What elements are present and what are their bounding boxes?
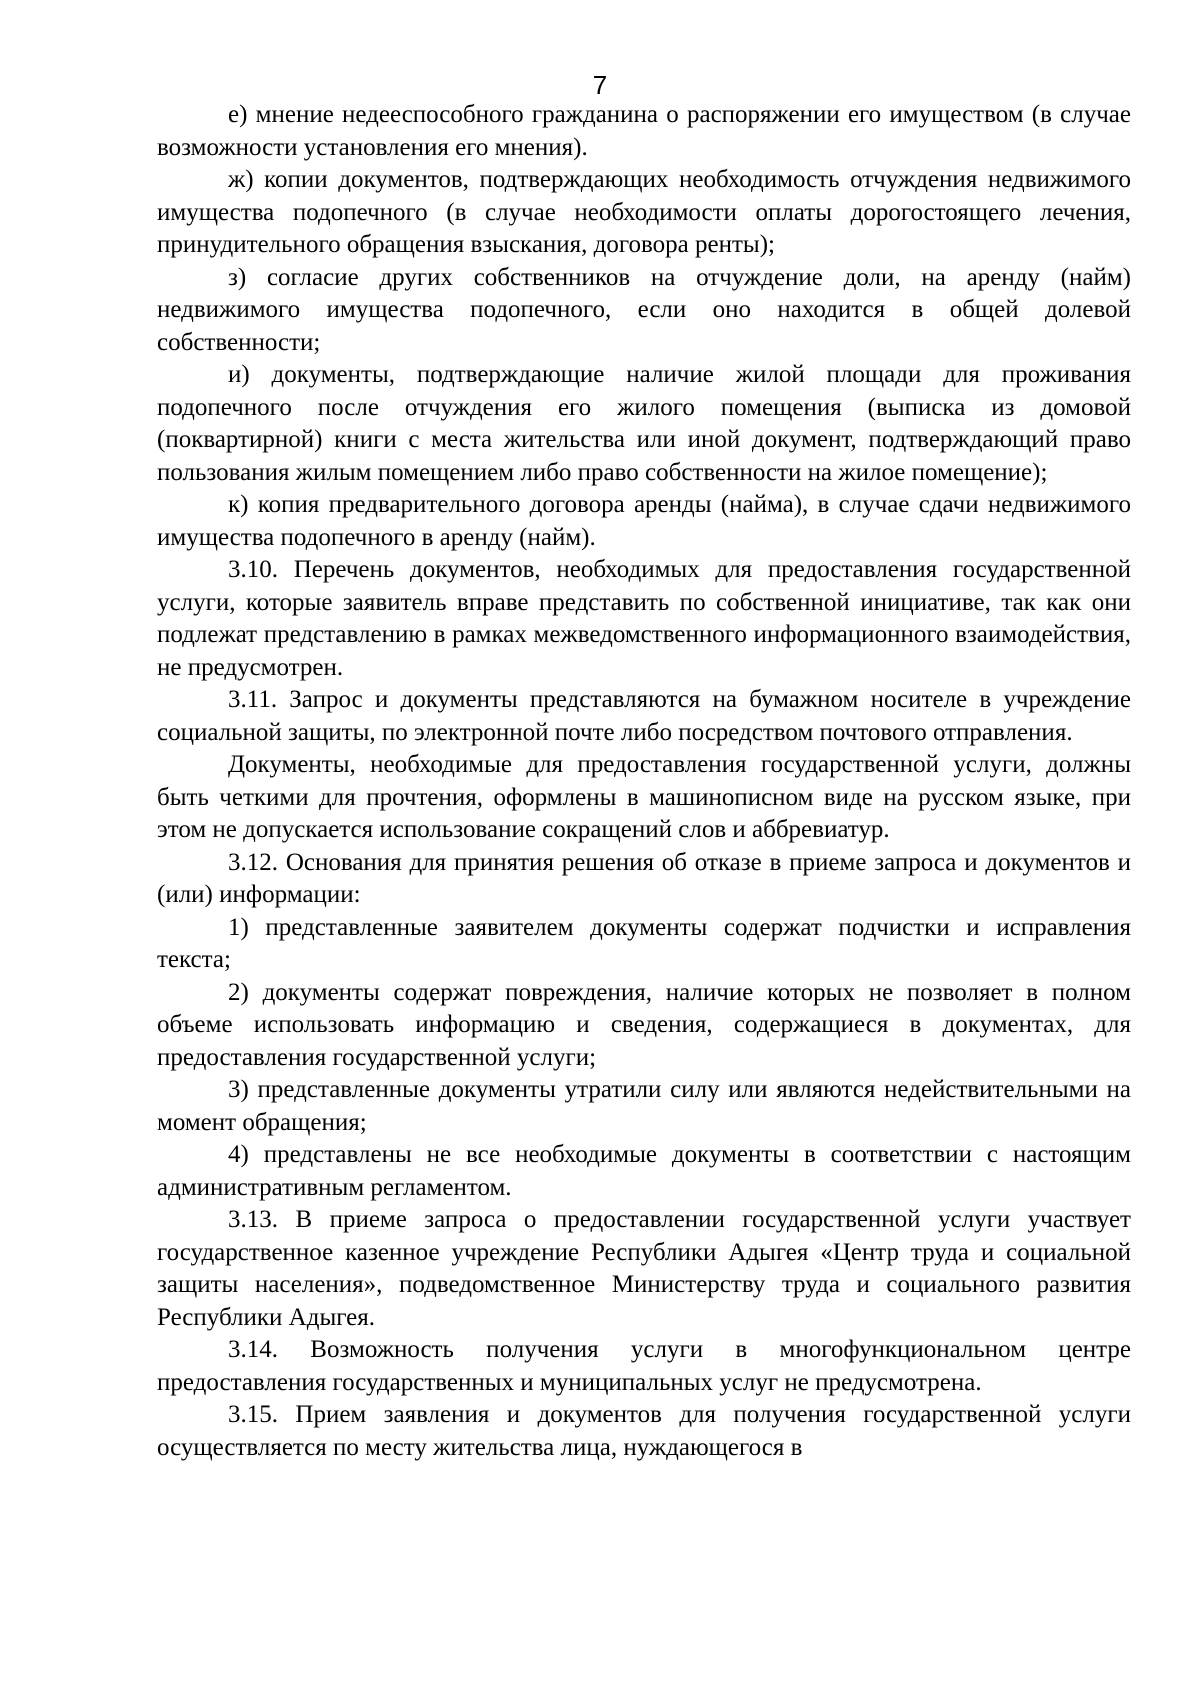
paragraph-3-12-item-1: 1) представленные заявителем документы содержат подчистки и исправления текста; xyxy=(157,913,1131,973)
paragraph-3-11: 3.11. Запрос и документы представляются на бумажном носителе в учреждение социальной защиты, по электронной почте либо посредством почтового отправления. xyxy=(157,686,1131,746)
paragraph-k: к) копия предварительного договора аренды (найма), в случае сдачи недвижимого имущества подопечного в аренду (найм). xyxy=(157,491,1131,551)
paragraph-3-12-item-3: 3) представленные документы утратили силу или являются недействительными на момент обращения; xyxy=(157,1076,1131,1136)
paragraph-3-12-item-2: 2) документы содержат повреждения, наличие которых не позволяет в полном объеме использовать информацию и сведения, содержащиеся в документах, для предоставления государственной услуги; xyxy=(157,978,1131,1071)
paragraph-i: и) документы, подтверждающие наличие жилой площади для проживания подопечного после отчуждения его жилого помещения (выписка из домовой (поквартирной) книги с места жительства или иной документ, подтверждающий право пользования жилым помещением либо право собственности на жилое помещение); xyxy=(157,361,1131,486)
page-number: 7 xyxy=(592,70,608,100)
paragraph-3-12-item-4: 4) представлены не все необходимые документы в соответствии с настоящим административным регламентом. xyxy=(157,1141,1131,1201)
paragraph-3-15: 3.15. Прием заявления и документов для получения государственной услуги осуществляется по месту жительства лица, нуждающегося в xyxy=(157,1401,1131,1461)
paragraph-z: з) согласие других собственников на отчуждение доли, на аренду (найм) недвижимого имущества подопечного, если оно находится в общей долевой собственности; xyxy=(157,263,1131,356)
document-body xyxy=(157,99,1131,1464)
paragraph-zh: ж) копии документов, подтверждающих необходимость отчуждения недвижимого имущества подопечного (в случае необходимости оплаты дорогостоящего лечения, принудительного обращения взыскания, договора ренты); xyxy=(157,166,1131,258)
paragraph-3-13: 3.13. В приеме запроса о предоставлении государственной услуги участвует государственное казенное учреждение Республики Адыгея «Центр труда и социальной защиты населения», подведомственное Министерству труда и социального развития Республики Адыгея. xyxy=(157,1206,1131,1331)
paragraph-3-14: 3.14. Возможность получения услуги в многофункциональном центре предоставления государственных и муниципальных услуг не предусмотрена. xyxy=(157,1336,1131,1396)
paragraph-3-12: 3.12. Основания для принятия решения об отказе в приеме запроса и документов и (или) информации: xyxy=(157,848,1131,908)
paragraph-documents-requirements: Документы, необходимые для предоставления государственной услуги, должны быть четкими для прочтения, оформлены в машинописном виде на русском языке, при этом не допускается использование сокращений слов и аббревиатур. xyxy=(157,751,1131,843)
paragraph-3-10: 3.10. Перечень документов, необходимых для предоставления государственной услуги, которые заявитель вправе представить по собственной инициативе, так как они подлежат представлению в рамках межведомственного информационного взаимодействия, не предусмотрен. xyxy=(157,556,1131,681)
paragraph-e: е) мнение недееспособного гражданина о распоряжении его имуществом (в случае возможности установления его мнения). xyxy=(157,101,1131,161)
